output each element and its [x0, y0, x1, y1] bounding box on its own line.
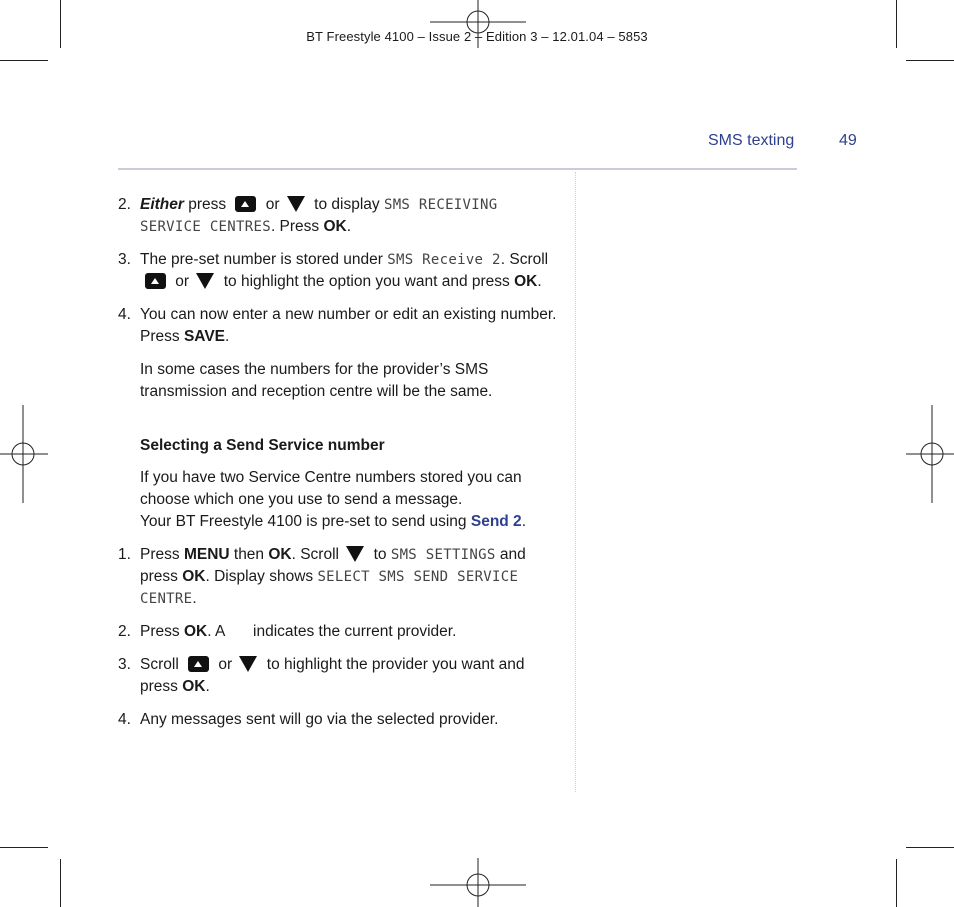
step-4-send — [118, 709, 558, 731]
step-number: 2. — [118, 623, 131, 640]
step-1-send — [118, 544, 558, 610]
text: or — [261, 196, 284, 213]
text: . A — [207, 623, 229, 640]
step-2-send — [118, 621, 558, 643]
crop-mark — [896, 859, 897, 907]
text: to highlight the option you want and press — [219, 273, 515, 290]
registration-mark-icon — [430, 858, 526, 907]
scroll-down-key-icon — [239, 656, 257, 672]
text: Scroll — [140, 656, 184, 673]
ok-key: OK — [514, 273, 538, 290]
scroll-down-key-icon — [287, 196, 305, 212]
text: . — [537, 273, 542, 290]
section-heading: Selecting a Send Service number — [140, 437, 385, 454]
text: . Scroll — [500, 251, 549, 268]
text: or — [214, 656, 237, 673]
text: . — [225, 328, 230, 345]
display-text: SMS Receive 2 — [387, 252, 501, 268]
text: press — [183, 196, 231, 213]
text: then — [229, 546, 269, 563]
step-number: 3. — [118, 656, 131, 673]
ok-key: OK — [182, 678, 206, 695]
step-3-receiving — [118, 249, 558, 293]
text: or — [171, 273, 194, 290]
send-2-label: Send 2 — [470, 513, 522, 530]
text: If you have two Service Centre numbers stored you can choose which one you use to send a message. — [140, 469, 522, 508]
crop-mark — [906, 847, 954, 848]
note-paragraph: In some cases the numbers for the provider’s SMS transmission and reception centre will be the same. — [140, 361, 493, 400]
scroll-down-key-icon — [196, 273, 214, 289]
text: . Press — [270, 218, 324, 235]
step-number: 4. — [118, 306, 131, 323]
crop-mark — [0, 60, 48, 61]
text: . Display shows — [205, 568, 318, 585]
text: . — [205, 678, 210, 695]
step-number: 1. — [118, 546, 131, 563]
step-2-receiving — [118, 194, 558, 238]
save-key: SAVE — [183, 328, 225, 345]
page-number: 49 — [839, 132, 857, 149]
step-3-send — [118, 654, 558, 698]
text: and press — [140, 546, 526, 585]
step-number: 2. — [118, 196, 131, 213]
step-number: 3. — [118, 251, 131, 268]
text: The pre-set number is stored under — [140, 251, 388, 268]
intro-paragraph — [118, 467, 558, 533]
step-4-receiving — [118, 304, 558, 348]
menu-key: MENU — [183, 546, 230, 563]
ok-key: OK — [323, 218, 347, 235]
text: Any messages sent will go via the selected provider. — [140, 711, 499, 728]
print-header: BT Freestyle 4100 – Issue 2 – Edition 3 – 12.01.04 – 5853 — [306, 29, 648, 44]
either-text: Either — [140, 196, 184, 213]
text: to display — [309, 196, 384, 213]
scroll-up-key-icon — [145, 273, 166, 289]
ok-key: OK — [182, 568, 206, 585]
scroll-up-key-icon — [188, 656, 209, 672]
main-content — [118, 194, 558, 742]
text: to — [369, 546, 391, 563]
text: . — [192, 590, 197, 607]
display-text: SMS SETTINGS — [390, 547, 496, 563]
crop-mark — [906, 60, 954, 61]
text: Press — [140, 623, 184, 640]
crop-mark — [60, 859, 61, 907]
column-divider — [575, 172, 576, 792]
display-text: SMS RECEIVING SERVICE CENTRES — [140, 197, 498, 235]
text: . — [521, 513, 526, 530]
text: . Scroll — [291, 546, 344, 563]
scroll-up-key-icon — [235, 196, 256, 212]
crop-mark — [0, 847, 48, 848]
scroll-down-key-icon — [346, 546, 364, 562]
registration-mark-icon — [0, 405, 48, 503]
text: You can now enter a new number or edit an existing number. Press — [140, 306, 557, 345]
header-rule — [118, 168, 797, 170]
running-head: SMS texting — [708, 132, 795, 149]
ok-key: OK — [183, 623, 208, 640]
ok-key: OK — [268, 546, 292, 563]
registration-mark-icon — [906, 405, 954, 503]
display-text: SELECT SMS SEND SERVICE CENTRE — [140, 569, 519, 607]
text: to highlight the provider you want and press — [140, 656, 525, 695]
text: indicates the current provider. — [248, 623, 457, 640]
text: Your BT Freestyle 4100 is pre-set to send using — [140, 513, 471, 530]
step-number: 4. — [118, 711, 131, 728]
text: Press — [140, 546, 184, 563]
text: . — [346, 218, 352, 235]
